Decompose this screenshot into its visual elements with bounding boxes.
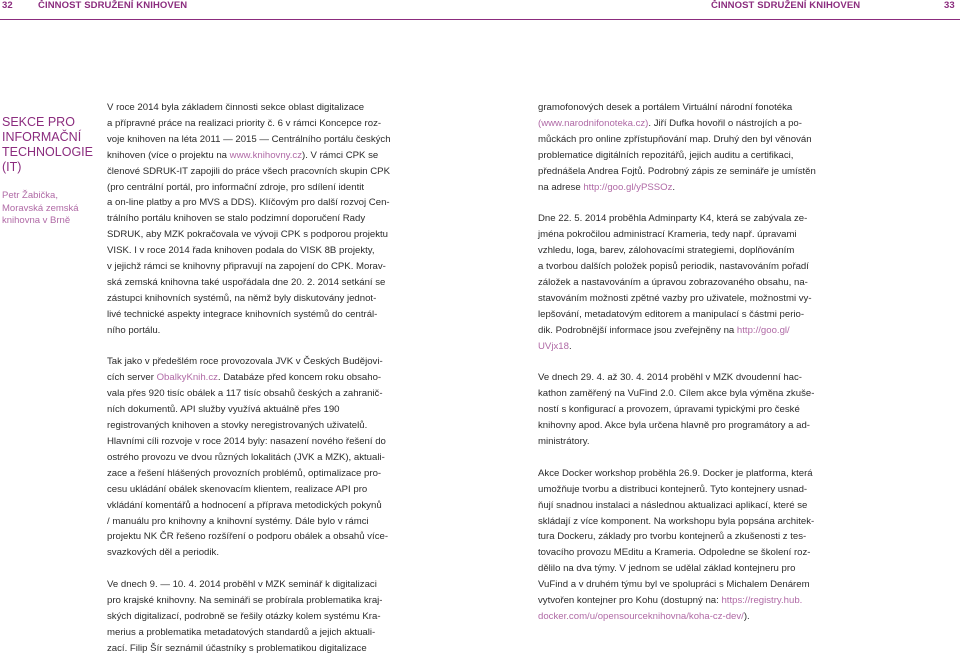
paragraph-gap (538, 195, 868, 211)
text-line: SDRUK, aby MZK pokračovala ve vývoji CPK s podporou projektu (107, 229, 389, 241)
text-line: kathon zaměřený na VuFind 2.0. Cílem akce byla výměna zkuše- (538, 388, 815, 400)
text-line: cesu ukládání obálek skenovacím klientem, realizace API pro (107, 483, 368, 495)
hyperlink[interactable]: http://goo.gl/ (736, 324, 790, 336)
text-line: přednášela Andrea Fojtů. Podrobný zápis ze semináře je umístěn (538, 165, 816, 177)
text-line: vzhledu, loga, barev, zálohovacími strategiemi, doplňováním (538, 245, 795, 257)
paragraph (538, 211, 868, 354)
text-line: záložek a nastavováním a úpravou zobrazovaného obsahu, na- (538, 276, 808, 288)
text-column-left (107, 100, 432, 657)
text-line: knihoven (více o projektu na www.knihovny.cz). V rámci CPK se (107, 149, 379, 161)
text-line: vala přes 920 tisíc obálek a 117 tisíc obsahů českých a zahranič- (107, 388, 383, 400)
text-line: VISK. I v roce 2014 řada knihoven podala do VISK 8B projekty, (107, 245, 375, 257)
text-line: na adrese http://goo.gl/yPSSOz. (538, 181, 676, 193)
paragraph-gap (538, 450, 868, 466)
text-line: merius a problematika metadatových standardů a jejich aktuali- (107, 626, 376, 638)
text-line: můckách pro online zpřístupňování map. Druhý den byl věnován (538, 133, 812, 145)
text-line: problematice digitálních repozitářů, jejich auditu a certifikaci, (538, 149, 794, 161)
text-line: voje knihoven na léta 2011 — 2015 — Centrálního portálu českých (107, 133, 391, 145)
page-number-left: 32 (2, 0, 13, 11)
section-author (2, 190, 94, 228)
author-line: Moravská zemská (2, 202, 79, 214)
text-line: členové SDRUK-IT zapojili do práce všech pracovních skupin CPK (107, 165, 390, 177)
text-line: (www.narodnifonoteka.cz). Jiří Dufka hovořil o nástrojích a po- (538, 117, 802, 129)
text-line: ská zemská knihovna také uspořádala dne 20. 2. 2014 setkání se (107, 276, 386, 288)
text-line: tura Dockeru, základy pro tvorbu kontejnerů a zkušenosti z tes- (538, 531, 807, 543)
text-line: projektu NK ČR řešeno rozšíření o podporu obálek a obsahů více- (107, 531, 389, 543)
text-line: dik. Podrobnější informace jsou zveřejněny na http://goo.gl/ (538, 324, 790, 336)
paragraph (538, 466, 868, 625)
paragraph (107, 100, 432, 339)
text-line: Tak jako v předešlém roce provozovala JVK v Českých Budějovi- (107, 356, 383, 368)
hyperlink[interactable]: www.knihovny.cz (229, 149, 303, 161)
section-title-line: (IT) (2, 160, 22, 174)
text-line: Akce Docker workshop proběhla 26.9. Docker je platforma, která (538, 467, 813, 479)
text-line: lepšování, metadatovým editorem a manipulací s částmi perio- (538, 308, 805, 320)
hyperlink[interactable]: https://registry.hub. (721, 595, 803, 607)
hyperlink[interactable]: docker.com/u/opensourceknihovna/koha-cz-dev/ (538, 610, 744, 622)
text-line: ního portálu. (107, 324, 161, 336)
running-header (0, 0, 960, 12)
text-line: livé technické aspekty integrace knihovních systémů do centrál- (107, 308, 378, 320)
text-line: Dne 22. 5. 2014 proběhla Adminparty K4, která se zabývala ze- (538, 213, 808, 225)
text-line: (pro centrální portál, pro informační zdroje, pro sdílení identit (107, 181, 365, 193)
hyperlink[interactable]: UVjx18 (538, 340, 569, 352)
text-line: stavováním možnosti zpětné vazby pro uživatele, možnostmi vy- (538, 292, 812, 304)
section-title (2, 115, 94, 175)
paragraph (538, 370, 868, 450)
hyperlink[interactable]: ObalkyKnih.cz (156, 372, 218, 384)
author-line: Petr Žabička, (2, 190, 58, 201)
text-line: ostrého provozu ve dvou různých lokalitách (JVK a MZK), aktuali- (107, 451, 385, 463)
page-number-right: 33 (944, 0, 955, 11)
section-title-line: SEKCE PRO (2, 115, 75, 129)
text-line: gramofonových desek a portálem Virtuální národní fonotéka (538, 102, 793, 113)
author-line: knihovna v Brně (2, 215, 71, 226)
hyperlink[interactable]: http://goo.gl/yPSSOz (583, 181, 673, 193)
text-line: a on-line platby a pro MVS a DDS). Klíčovým pro další rozvoj Cen- (107, 197, 390, 209)
text-line: Ve dnech 29. 4. až 30. 4. 2014 proběhl v MZK dvoudenní hac- (538, 372, 803, 384)
text-line: zací. Filip Šír seznámil účastníky s problematikou digitalizace (107, 642, 367, 654)
text-line: V roce 2014 byla základem činnosti sekce oblast digitalizace (107, 102, 365, 113)
text-line: Ve dnech 9. — 10. 4. 2014 proběhl v MZK seminář k digitalizaci (107, 579, 377, 591)
text-line: vkládání komentářů a hodnocení a příprava metodických pokynů (107, 499, 382, 511)
text-line: registrovaných knihoven a stovky neregistrovaných uživatelů. (107, 420, 368, 432)
paragraph (107, 577, 432, 657)
text-line: a tvorbou dalších položek popisů periodik, nastavováním pořadí (538, 261, 809, 273)
running-title-right: ČINNOST SDRUŽENÍ KNIHOVEN (711, 0, 861, 11)
paragraph (538, 100, 868, 195)
text-line: trálního portálu knihoven se stalo podzimní doporučení Rady (107, 213, 366, 225)
text-line: / manuálu pro knihovny a knihovní systémy. Dále bylo v rámci (107, 515, 369, 527)
text-line: skládají z více komponent. Na workshopu byla popsána architek- (538, 515, 815, 527)
paragraph (107, 354, 432, 561)
text-line: UVjx18. (538, 340, 572, 352)
paragraph-gap (107, 561, 432, 577)
text-line: jména pokročilou administrací Krameria, tedy např. úpravami (538, 229, 797, 241)
text-line: pro krajské knihovny. Na semináři se probírala problematika kraj- (107, 595, 383, 607)
paragraph-gap (538, 354, 868, 370)
section-sidebar (2, 115, 94, 228)
running-title-left: ČINNOST SDRUŽENÍ KNIHOVEN (38, 0, 188, 11)
text-line: umožňuje tvorbu a distribuci kontejnerů. Tyto kontejnery usnad- (538, 483, 808, 495)
text-line: tovacího provozu MEditu a Krameria. Odpoledne se školení roz- (538, 547, 811, 559)
text-line: ských digitalizací, podrobně se řešily otázky kolem systému Kra- (107, 610, 381, 622)
hyperlink[interactable]: (www.narodnifonoteka.cz) (538, 117, 649, 129)
text-line: ností s konfigurací a provozem, úpravami typickými pro české (538, 404, 800, 416)
section-title-line: INFORMAČNÍ (2, 130, 82, 144)
text-line: zástupci knihovních systémů, na němž byly diskutovány jednot- (107, 292, 377, 304)
paragraph-gap (107, 339, 432, 355)
text-column-right (538, 100, 868, 625)
text-line: a přípravné práce na realizaci priority č. 6 v rámci Koncepce roz- (107, 117, 382, 129)
text-line: ňují snadnou instalaci a následnou aktualizaci aplikací, které se (538, 499, 808, 511)
text-line: vytvořen kontejner pro Kohu (dostupný na: https://registry.hub. (538, 595, 803, 607)
text-line: ních dokumentů. API služby využívá aktuálně přes 190 (107, 404, 340, 416)
text-line: docker.com/u/opensourceknihovna/koha-cz-dev/). (538, 610, 750, 622)
text-line: svazkových děl a periodik. (107, 547, 219, 559)
text-line: VuFind a v druhém týmu byl ve spolupráci s Michalem Denárem (538, 579, 810, 591)
text-line: Hlavními cíli rozvoje v roce 2014 byly: nasazení nového řešení do (107, 436, 386, 448)
section-title-line: TECHNOLOGIE (2, 145, 93, 159)
text-line: ministrátory. (538, 436, 590, 447)
text-line: knihovny apod. Akce byla určena hlavně pro programátory a ad- (538, 420, 810, 432)
text-line: v jejichž rámci se knihovny připravují na zapojení do CPK. Morav- (107, 261, 386, 273)
header-rule (0, 19, 960, 20)
text-line: cích server ObalkyKnih.cz. Databáze před koncem roku obsaho- (107, 372, 382, 384)
text-line: dělilo na dva týmy. V jednom se udělal základ kontejneru pro (538, 563, 796, 575)
text-line: zace a řešení hlášených provozních problémů, optimalizace pro- (107, 467, 382, 479)
